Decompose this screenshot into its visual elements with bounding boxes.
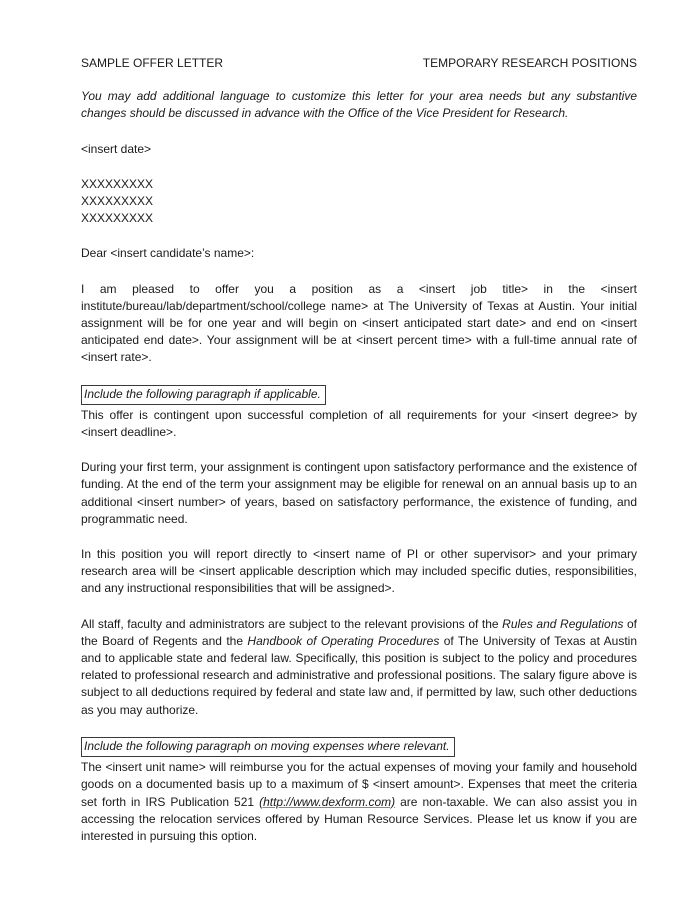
section-moving — [81, 737, 637, 845]
salutation: Dear <insert candidate’s name>: — [81, 246, 255, 261]
rules-regulations-title: Rules and Regulations — [502, 616, 624, 631]
paragraph-moving — [81, 759, 637, 845]
address-line: XXXXXXXXX — [81, 176, 154, 191]
header-right-title: TEMPORARY RESEARCH POSITIONS — [422, 56, 637, 70]
policy-text: of the Board of Regents and the — [81, 616, 637, 648]
handbook-title: Handbook of Operating Procedures — [247, 633, 440, 648]
paragraph-contingent: This offer is contingent upon successful completion of all requirements for your <insert degree> by <insert deadline>. — [81, 407, 637, 440]
instruction-box-applicable: Include the following paragraph if applicable. — [81, 385, 326, 405]
paragraph-offer: I am pleased to offer you a position as a <insert job title> in the <insert institute/bureau/lab/department/school/college name> at The University of Texas at Austin. Your initial assignment will be for one year and will begin on <insert anticipated start date> and end on <insert anticipated end date>. Your assignment will be at <insert percent time> with a full-time annual rate of <insert rate>. — [81, 281, 637, 365]
address-line: XXXXXXXXX — [81, 194, 154, 209]
address-line: XXXXXXXXX — [81, 211, 154, 226]
moving-text: The <insert unit name> will reimburse you for the actual expenses of moving your family and household goods on a documented basis up to a maximum of $ <insert amount>. Expenses that meet the criteria set forth in IRS Publication 521 — [81, 760, 637, 809]
policy-text: All staff, faculty and administrators are subject to the relevant provisions of the — [81, 616, 503, 631]
dexform-link[interactable]: (http://www.dexform.com) — [259, 794, 396, 809]
date-placeholder: <insert date> — [81, 141, 152, 156]
intro-note: You may add additional language to customize this letter for your area needs but any substantive changes should be discussed in advance with the Office of the Vice President for Research. — [81, 89, 637, 121]
address-block — [81, 176, 637, 228]
section-contingent — [81, 385, 637, 442]
paragraph-reporting: In this position you will report directly to <insert name of PI or other supervisor> and your primary research area will be <insert applicable description which may included specific duties, responsibilities, and any instructional responsibilities that will be assigned>. — [81, 547, 637, 596]
policy-text: of The University of Texas at Austin and to applicable state and federal law. Specifically, this position is subject to the policy and procedures related to professional research and administrative and professional positions. The salary figure above is subject to all deductions required by federal and state law and, if permitted by law, such other deductions as you may authorize. — [81, 633, 637, 717]
moving-text: are non-taxable. We can also assist you in accessing the relocation services offered by Human Resource Services. Please let us know if you are interested in pursuing this option. — [81, 794, 637, 843]
document-header — [81, 55, 637, 72]
paragraph-first-term: During your first term, your assignment is contingent upon satisfactory performance and the existence of funding. At the end of the term your assignment may be eligible for renewal on an annual basis up to an additional <insert number> of years, based on satisfactory performance, the existence of funding, and programmatic need. — [81, 460, 637, 526]
instruction-box-moving: Include the following paragraph on moving expenses where relevant. — [81, 737, 455, 757]
header-left-title: SAMPLE OFFER LETTER — [81, 56, 224, 70]
paragraph-policy — [81, 616, 637, 719]
